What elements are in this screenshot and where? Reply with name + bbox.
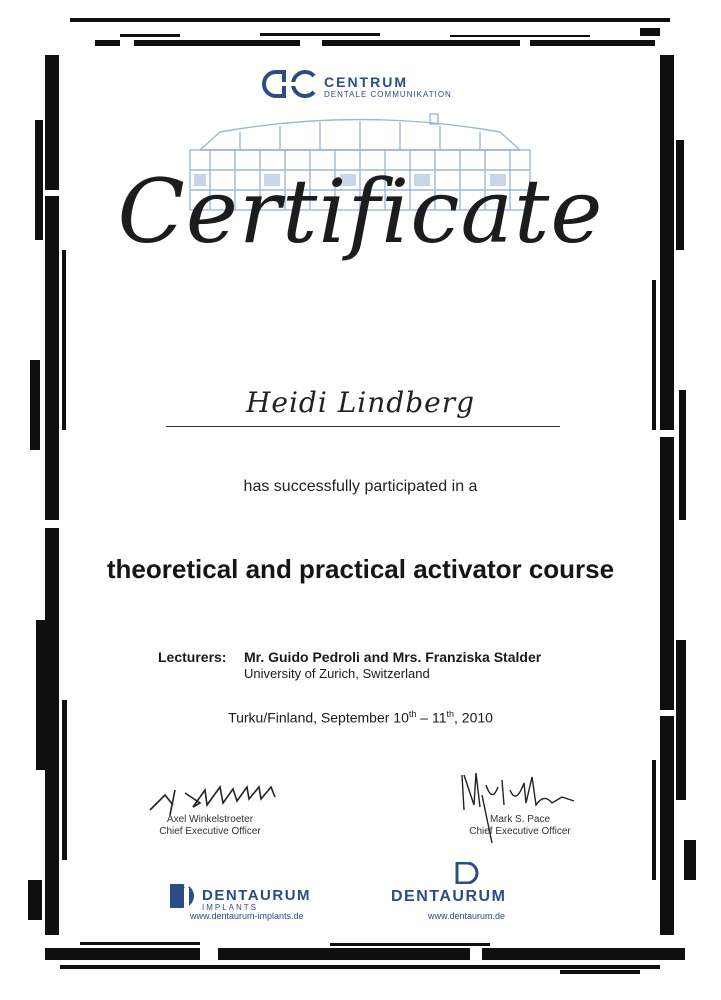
dentaurum-implants-icon xyxy=(168,882,196,910)
dentaurum-url: www.dentaurum.de xyxy=(428,911,506,921)
lecturers-names: Mr. Guido Pedroli and Mrs. Franziska Stalder xyxy=(244,649,542,665)
event-separator: – 11 xyxy=(416,709,447,726)
certificate-title: Certificate xyxy=(117,160,604,263)
dentaurum-d-icon xyxy=(455,862,481,884)
centrum-logo-name: CENTRUM xyxy=(324,74,408,90)
signatory-right xyxy=(420,814,620,838)
recipient-name: Heidi Lindberg xyxy=(245,386,476,419)
event-year: , 2010 xyxy=(454,709,493,726)
centrum-logo xyxy=(258,68,488,102)
event-location-date xyxy=(0,709,721,726)
signatory-left-role: Chief Executive Officer xyxy=(159,826,261,837)
dentaurum-name: DENTAURUM xyxy=(391,888,507,905)
event-day2-suffix: th xyxy=(446,709,454,719)
centrum-logo-subtitle: DENTALE COMMUNIKATION xyxy=(324,90,452,99)
event-day1-suffix: th xyxy=(408,709,417,719)
lecturers-affiliation: University of Zurich, Switzerland xyxy=(244,666,430,681)
course-title: theoretical and practical activator course xyxy=(106,554,615,584)
signatory-right-role: Chief Executive Officer xyxy=(469,826,571,837)
signatory-left-name: Axel Winkelstroeter xyxy=(166,814,254,825)
signatory-left xyxy=(110,814,310,838)
lecturers-label: Lecturers: xyxy=(158,649,227,665)
dentaurum-implants-name: DENTAURUM xyxy=(202,887,312,904)
dentaurum-implants-url: www.dentaurum-implants.de xyxy=(190,911,304,921)
event-location-prefix: Turku/Finland, September 10 xyxy=(228,709,409,726)
participation-statement: has successfully participated in a xyxy=(243,478,478,495)
signatory-right-name: Mark S. Pace xyxy=(489,814,551,825)
recipient-underline xyxy=(166,426,560,427)
centrum-dc-icon xyxy=(258,68,320,100)
dentaurum-implants-sub: IMPLANTS xyxy=(202,903,259,912)
